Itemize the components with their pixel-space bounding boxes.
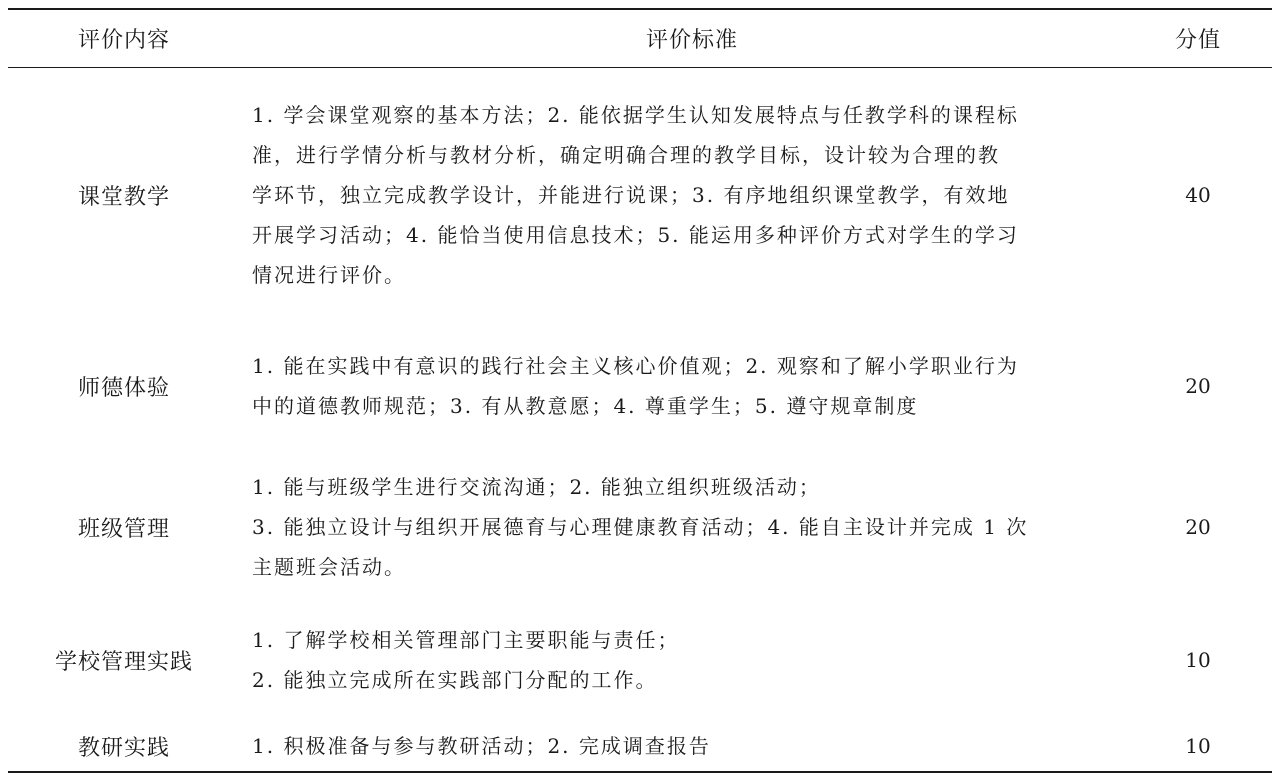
criteria-text: 1. 能在实践中有意识的践行社会主义核心价值观；2. 观察和了解小学职业行为 中的道德教师规范；3. 有从教意愿；4. 尊重学生；5. 遵守规章制度 (252, 354, 1019, 418)
header-score: 分值 (1174, 28, 1221, 53)
row-content-ethics: 师德体验 (77, 375, 170, 401)
row-score-ethics: 20 (1185, 374, 1211, 398)
row-content-class-management: 班级管理 (77, 516, 170, 542)
table-header-rule (8, 67, 1272, 68)
table-bottom-rule (8, 771, 1272, 773)
row-content-school-management: 学校管理实践 (54, 649, 193, 675)
header-criteria: 评价标准 (645, 28, 738, 53)
row-criteria-school-management (252, 619, 1132, 701)
row-score-classroom-teaching: 40 (1185, 183, 1211, 207)
row-content-teaching-research: 教研实践 (77, 735, 170, 761)
row-criteria-class-management (252, 466, 1132, 588)
criteria-text: 1. 学会课堂观察的基本方法；2. 能依据学生认知发展特点与任教学科的课程标 准，进行学情分析与教材分析，确定明确合理的教学目标，设计较为合理的教 学环节，独立完成教学设计，并能进行说课；3. 有序地组织课堂教学，有效地 开展学习活动；4. 能恰当使用信息技术；5. 能运用多种评价方式对学生的学习 情况进行评价。 (252, 103, 1019, 287)
criteria-text: 1. 了解学校相关管理部门主要职能与责任； 2. 能独立完成所在实践部门分配的工作。 (252, 628, 680, 692)
row-criteria-classroom-teaching (252, 94, 1132, 296)
row-criteria-ethics (252, 345, 1132, 427)
row-criteria-teaching-research (252, 725, 1132, 767)
criteria-text: 1. 能与班级学生进行交流沟通；2. 能独立组织班级活动； 3. 能独立设计与组织开展德育与心理健康教育活动；4. 能自主设计并完成 1 次 主题班会活动。 (252, 475, 1029, 579)
row-score-class-management: 20 (1185, 515, 1211, 539)
criteria-text: 1. 积极准备与参与教研活动；2. 完成调查报告 (252, 734, 711, 758)
row-score-teaching-research: 10 (1185, 734, 1211, 758)
header-content: 评价内容 (77, 28, 170, 53)
row-content-classroom-teaching: 课堂教学 (77, 184, 170, 210)
row-score-school-management: 10 (1185, 648, 1211, 672)
